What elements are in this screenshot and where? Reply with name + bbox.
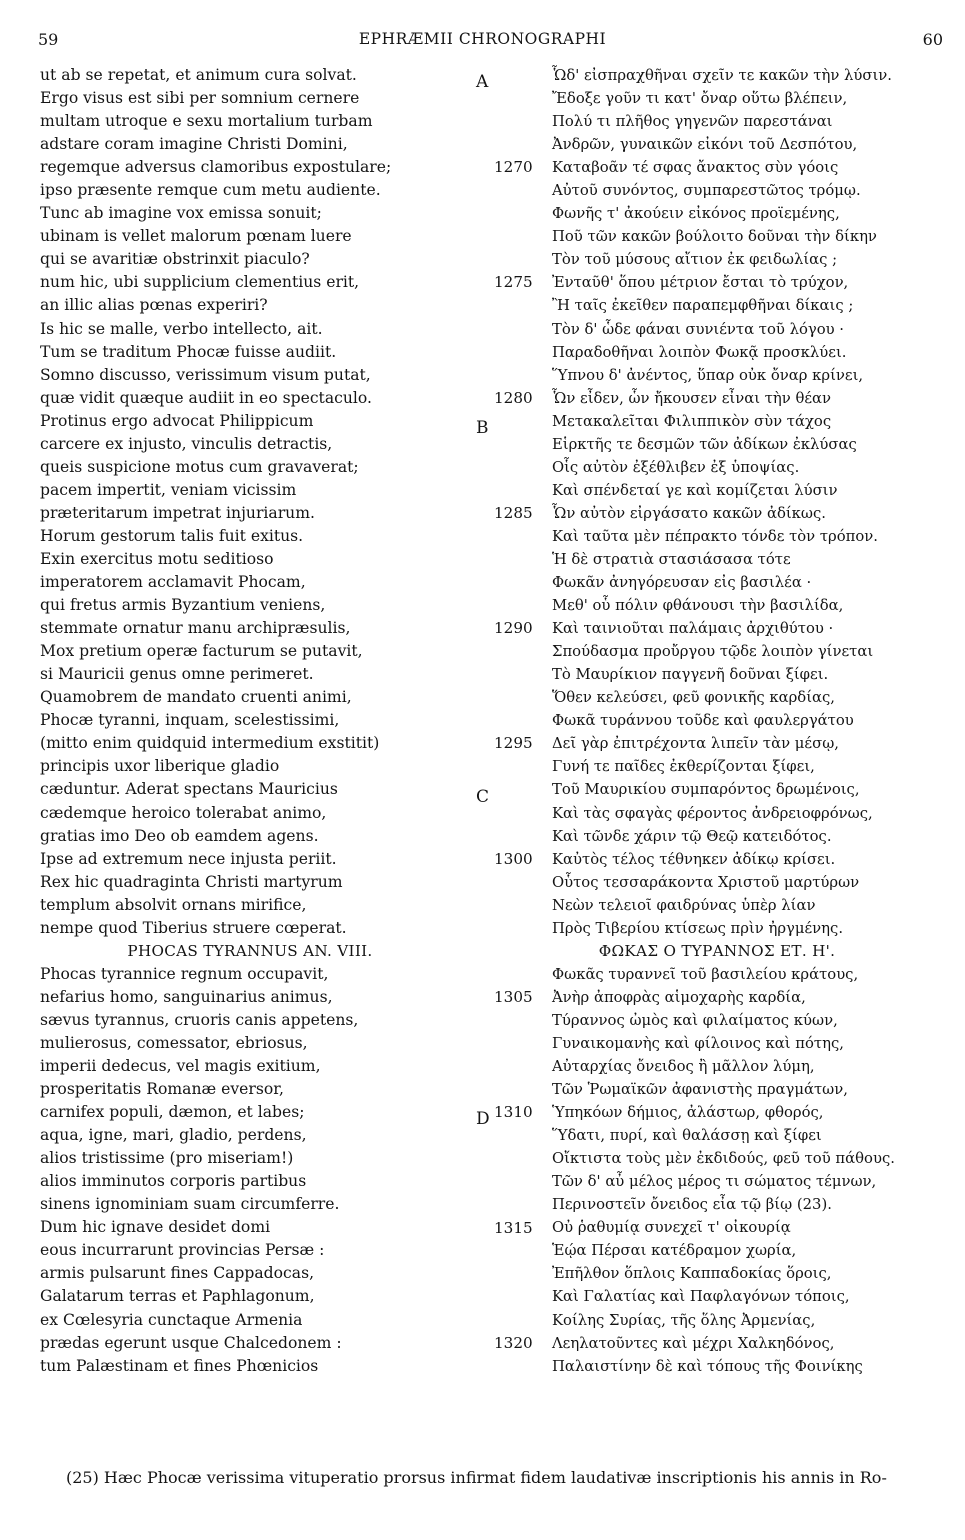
- greek-line: Ἡ δὲ στρατιὰ στασιάσασα τότε: [552, 550, 791, 568]
- greek-line: Ὧδ' εἰσπραχθῆναι σχεῖν τε κακῶν τὴν λύσιν.: [552, 67, 893, 84]
- greek-line: Φωνῆς τ' ἀκούειν εἰκόνος προϊεμένης,: [552, 205, 840, 223]
- greek-line: Καὶ ταινιοῦται παλάμαις ἀρχιθύτου ·: [552, 620, 834, 638]
- greek-line: Καὶ Γαλατίας καὶ Παφλαγόνων τόποις,: [552, 1288, 850, 1306]
- greek-line: Μετακαλεῖται Φιλιππικὸν σὺν τάχος: [552, 412, 832, 430]
- verse-line-number: 1285: [494, 503, 533, 522]
- verse-line-number: 1275: [494, 273, 533, 292]
- margin-section-letter: A: [476, 72, 489, 92]
- greek-line: Καὶ τῶνδε χάριν τῷ Θεῷ κατειδότος.: [552, 827, 832, 845]
- greek-line: Μεθ' οὗ πόλιν φθάνουσι τὴν βασιλίδα,: [552, 597, 844, 615]
- greek-line: Ἐνταῦθ' ὅπου μέτριον ἔσται τὸ τρύχον,: [552, 274, 849, 292]
- page-number-right: 60: [922, 30, 943, 49]
- latin-line: cæduntur. Aderat spectans Mauricius: [40, 780, 338, 799]
- greek-line: Ὕδατι, πυρί, καὶ θαλάσσῃ καὶ ξίφει: [552, 1127, 822, 1145]
- margin-section-letter: D: [476, 1109, 490, 1130]
- latin-line: Protinus ergo advocat Philippicum: [40, 411, 314, 430]
- latin-line: Quamobrem de mandato cruenti animi,: [40, 688, 352, 707]
- greek-column: [552, 64, 962, 1378]
- greek-line: Τὸν τοῦ μύσους αἴτιον ἐκ φειδωλίας ;: [552, 251, 838, 269]
- greek-line: Σπούδασμα προὔργου τῷδε λοιπὸν γίνεται: [552, 643, 874, 661]
- greek-line: Τύραννος ὠμὸς καὶ φιλαίματος κύων,: [552, 1011, 838, 1029]
- latin-line: an illic alias pœnas experiri?: [40, 296, 268, 315]
- latin-line: carnifex populi, dæmon, et labes;: [40, 1103, 305, 1122]
- latin-line: tum Palæstinam et fines Phœnicios: [40, 1356, 319, 1375]
- latin-line: num hic, ubi supplicium clementius erit,: [40, 273, 360, 292]
- latin-line: Mox pretium operæ facturum se putavit,: [40, 642, 363, 661]
- latin-line: ex Cœlesyria cunctaque Armenia: [40, 1310, 303, 1329]
- latin-column: [40, 64, 470, 1378]
- footnote: (25) Hæc Phocæ verissima vituperatio prorsus infirmat fidem laudativæ inscriptionis his annis in Ro-: [66, 1468, 887, 1487]
- greek-line: Τὸ Μαυρίκιον παγγενῆ δοῦναι ξίφει.: [552, 666, 829, 684]
- verse-line-number: 1305: [494, 988, 533, 1006]
- greek-line: Πρὸς Τιβερίου κτίσεως πρὶν ἠργμένης.: [552, 919, 844, 937]
- verse-line-number: 1290: [494, 619, 533, 638]
- latin-line: templum absolvit ornans mirifice,: [40, 895, 307, 914]
- page-number-left: 59: [38, 30, 59, 49]
- latin-line: Ipse ad extremum nece injusta periit.: [40, 849, 337, 868]
- latin-line: aqua, igne, mari, gladio, perdens,: [40, 1126, 307, 1145]
- latin-line: Somno discusso, verissimum visum putat,: [40, 365, 371, 384]
- latin-line: prosperitatis Romanæ eversor,: [40, 1080, 284, 1099]
- greek-line: Παλαιστίνην δὲ καὶ τόπους τῆς Φοινίκης: [552, 1357, 863, 1375]
- greek-line: Φωκᾶ τυράννου τοῦδε καὶ φαυλεργάτου: [552, 712, 854, 730]
- greek-line: Αὐτοῦ συνόντος, συμπαρεστῶτος τρόμῳ.: [552, 182, 861, 200]
- latin-line: sævus tyrannus, cruoris canis appetens,: [40, 1010, 359, 1029]
- latin-line: principis uxor liberique gladio: [40, 757, 280, 776]
- greek-line: Τῶν δ' αὖ μέλος μέρος τι σώματος τέμνων,: [552, 1173, 877, 1191]
- latin-line: imperatorem acclamavit Phocam,: [40, 573, 306, 592]
- latin-line: Phocas tyrannice regnum occupavit,: [40, 964, 329, 983]
- latin-line: (mitto enim quidquid intermedium exstitit): [40, 734, 380, 753]
- latin-line: Rex hic quadraginta Christi martyrum: [40, 872, 343, 891]
- greek-line: Οὗτος τεσσαράκοντα Χριστοῦ μαρτύρων: [552, 873, 860, 891]
- latin-line: Tunc ab imagine vox emissa sonuit;: [40, 204, 322, 223]
- greek-line: Δεῖ γὰρ ἐπιτρέχοντα λιπεῖν τὰν μέσῳ,: [552, 735, 839, 753]
- greek-line: Ἢ ταῖς ἐκεῖθεν παραπεμφθῆναι δίκαις ;: [552, 297, 854, 315]
- latin-line: eous incurrarunt provincias Persæ :: [40, 1241, 325, 1260]
- latin-line: armis pulsarunt fines Cappadocas,: [40, 1264, 315, 1283]
- greek-line: Ἀνδρῶν, γυναικῶν εἰκόνι τοῦ Δεσπότου,: [552, 136, 858, 154]
- verse-line-number: 1280: [494, 388, 533, 407]
- latin-line: qui se avaritiæ obstrinxit piaculo?: [40, 250, 310, 269]
- latin-line: cædemque heroico tolerabat animo,: [40, 803, 327, 822]
- verse-line-number: 1320: [494, 1333, 533, 1352]
- latin-line: prædas egerunt usque Chalcedonem :: [40, 1333, 342, 1352]
- greek-line: Γυνή τε παῖδες ἐκθερίζονται ξίφει,: [552, 758, 815, 776]
- greek-line: Παραδοθῆναι λοιπὸν Φωκᾷ προσκλύει.: [552, 343, 847, 361]
- greek-line: Καὶ σπένδεταί γε καὶ κομίζεται λύσιν: [552, 481, 838, 499]
- latin-line: ubinam is vellet malorum pœnam luere: [40, 227, 352, 246]
- latin-line: alios tristissime (pro miseriam!): [40, 1149, 294, 1168]
- greek-line: Οἷς αὐτὸν ἐξέθλιβεν ἐξ ὑποψίας.: [552, 458, 800, 476]
- latin-line: queis suspicione motus cum gravaverat;: [40, 457, 359, 476]
- latin-line: nefarius homo, sanguinarius animus,: [40, 987, 333, 1006]
- margin-section-letter: C: [476, 786, 490, 807]
- latin-line: ut ab se repetat, et animum cura solvat.: [40, 66, 357, 84]
- latin-line: ipso præsente remque cum metu audiente.: [40, 181, 381, 200]
- greek-line: Ἔδοξε γοῦν τι κατ' ὄναρ οὕτω βλέπειν,: [552, 90, 848, 108]
- greek-line: Καὶ τὰς σφαγὰς φέροντος ἀνδρειοφρόνως,: [552, 804, 873, 822]
- verse-line-number: 1300: [494, 849, 533, 868]
- greek-line: Περινοστεῖν ὄνειδος εἶα τῷ βίῳ (23).: [552, 1196, 832, 1214]
- latin-line: Phocæ tyranni, inquam, scelestissimi,: [40, 711, 340, 730]
- latin-line: Horum gestorum talis fuit exitus.: [40, 526, 304, 545]
- greek-line: Τοῦ Μαυρικίου συμπαρόντος δρωμένοις,: [552, 781, 860, 799]
- latin-line: qui fretus armis Byzantium veniens,: [40, 596, 326, 615]
- greek-line: Ὧν εἶδεν, ὧν ἤκουσεν εἶναι τὴν θέαν: [552, 389, 832, 407]
- latin-line: mulierosus, comessator, ebriosus,: [40, 1033, 308, 1052]
- latin-line: adstare coram imagine Christi Domini,: [40, 135, 348, 154]
- greek-line: Νεὼν τελειοῖ φαιδρύνας ὑπὲρ λίαν: [552, 896, 816, 914]
- greek-line: Πολύ τι πλῆθος γηγενῶν παρεστάναι: [552, 113, 833, 131]
- verse-line-number: 1315: [494, 1218, 533, 1237]
- latin-line: pacem impertit, veniam vicissim: [40, 480, 297, 499]
- latin-line: quæ vidit quæque audiit in eo spectaculo.: [40, 388, 372, 407]
- latin-line: Dum hic ignave desidet domi: [40, 1218, 271, 1237]
- greek-line: Ὅθεν κελεύσει, φεῦ φονικῆς καρδίας,: [552, 689, 835, 707]
- greek-line: Τὸν δ' ὧδε φάναι συνιέντα τοῦ λόγου ·: [552, 320, 845, 338]
- latin-line: gratias imo Deo ob eamdem agens.: [40, 826, 319, 845]
- verse-line-number: 1295: [494, 734, 533, 753]
- latin-line: carcere ex injusto, vinculis detractis,: [40, 434, 333, 453]
- greek-line: Φωκᾶν ἀνηγόρευσαν εἰς βασιλέα ·: [552, 574, 812, 592]
- latin-section-heading: PHOCAS TYRANNUS AN. VIII.: [127, 941, 373, 960]
- latin-line: si Mauricii genus omne perimeret.: [40, 665, 314, 684]
- latin-line: stemmate ornatur manu archipræsulis,: [40, 619, 351, 638]
- latin-line: multam utroque e sexu mortalium turbam: [40, 112, 373, 131]
- greek-section-heading: ΦΩΚΑΣ Ο ΤΥΡΑΝΝΟΣ ΕΤ. Η'.: [598, 941, 836, 960]
- greek-line: Τῶν Ῥωμαϊκῶν ἀφανιστὴς πραγμάτων,: [552, 1081, 848, 1099]
- greek-line: Ποῦ τῶν κακῶν βούλοιτο δοῦναι τὴν δίκην: [552, 228, 877, 246]
- running-title: EPHRÆMII CHRONOGRAPHI: [358, 30, 607, 48]
- greek-line: Εἱρκτῆς τε δεσμῶν τῶν ἀδίκων ἐκλύσας: [552, 435, 857, 453]
- greek-line: Οἴκτιστα τοὺς μὲν ἐκδιδούς, φεῦ τοῦ πάθους.: [552, 1150, 895, 1168]
- greek-line: Ὑπηκόων δήμιος, ἀλάστωρ, φθορός,: [552, 1104, 824, 1122]
- greek-line: Ὧν αὐτὸν εἰργάσατο κακῶν ἀδίκως.: [552, 504, 826, 522]
- greek-line: Φωκᾶς τυραννεῖ τοῦ βασιλείου κράτους,: [552, 965, 859, 983]
- greek-line: Κοίλης Συρίας, τῆς ὅλης Ἀρμενίας,: [552, 1311, 816, 1329]
- verse-line-number: 1270: [494, 158, 533, 177]
- latin-line: Tum se traditum Phocæ fuisse audiit.: [40, 342, 337, 361]
- greek-line: Ἐπῆλθον ὅπλοις Καππαδοκίας ὅροις,: [552, 1265, 832, 1283]
- greek-line: Λεηλατοῦντες καὶ μέχρι Χαλκηδόνος,: [552, 1334, 835, 1352]
- greek-line: Αὐταρχίας ὄνειδος ἢ μᾶλλον λύμη,: [552, 1058, 815, 1076]
- greek-line: Ἀνὴρ ἀποφρὰς αἱμοχαρὴς καρδία,: [552, 988, 806, 1006]
- latin-line: Exin exercitus motu seditioso: [40, 549, 274, 568]
- greek-line: Καὶ ταῦτα μὲν πέπρακτο τόνδε τὸν τρόπον.: [552, 527, 879, 545]
- greek-line: Ὕπνου δ' ἀνέντος, ὕπαρ οὐκ ὄναρ κρίνει,: [552, 366, 864, 384]
- latin-line: sinens ignominiam suam circumferre.: [40, 1195, 340, 1214]
- verse-line-number: 1310: [494, 1103, 533, 1122]
- latin-line: nempe quod Tiberius struere cœperat.: [40, 918, 347, 937]
- greek-line: Οὐ ῥαθυμίᾳ συνεχεῖ τ' οἰκουρίᾳ: [552, 1219, 791, 1237]
- greek-line: Καὐτὸς τέλος τέθνηκεν ἀδίκῳ κρίσει.: [552, 850, 836, 868]
- greek-line: Ἑῴα Πέρσαι κατέδραμον χωρία,: [552, 1242, 797, 1260]
- latin-line: regemque adversus clamoribus expostulare;: [40, 158, 392, 177]
- margin-section-letter: B: [476, 417, 489, 438]
- latin-line: alios imminutos corporis partibus: [40, 1172, 307, 1191]
- greek-line: Καταβοᾶν τέ σφας ἄνακτος σὺν γόοις: [552, 159, 839, 177]
- latin-line: præteritarum impetrat injuriarum.: [40, 503, 315, 522]
- latin-line: Galatarum terras et Paphlagonum,: [40, 1287, 315, 1306]
- greek-line: Γυναικομανὴς καὶ φίλοινος καὶ πότης,: [552, 1034, 844, 1052]
- latin-line: Is hic se malle, verbo intellecto, ait.: [40, 319, 323, 338]
- latin-line: imperii dedecus, vel magis exitium,: [40, 1057, 321, 1076]
- latin-line: Ergo visus est sibi per somnium cernere: [40, 89, 360, 108]
